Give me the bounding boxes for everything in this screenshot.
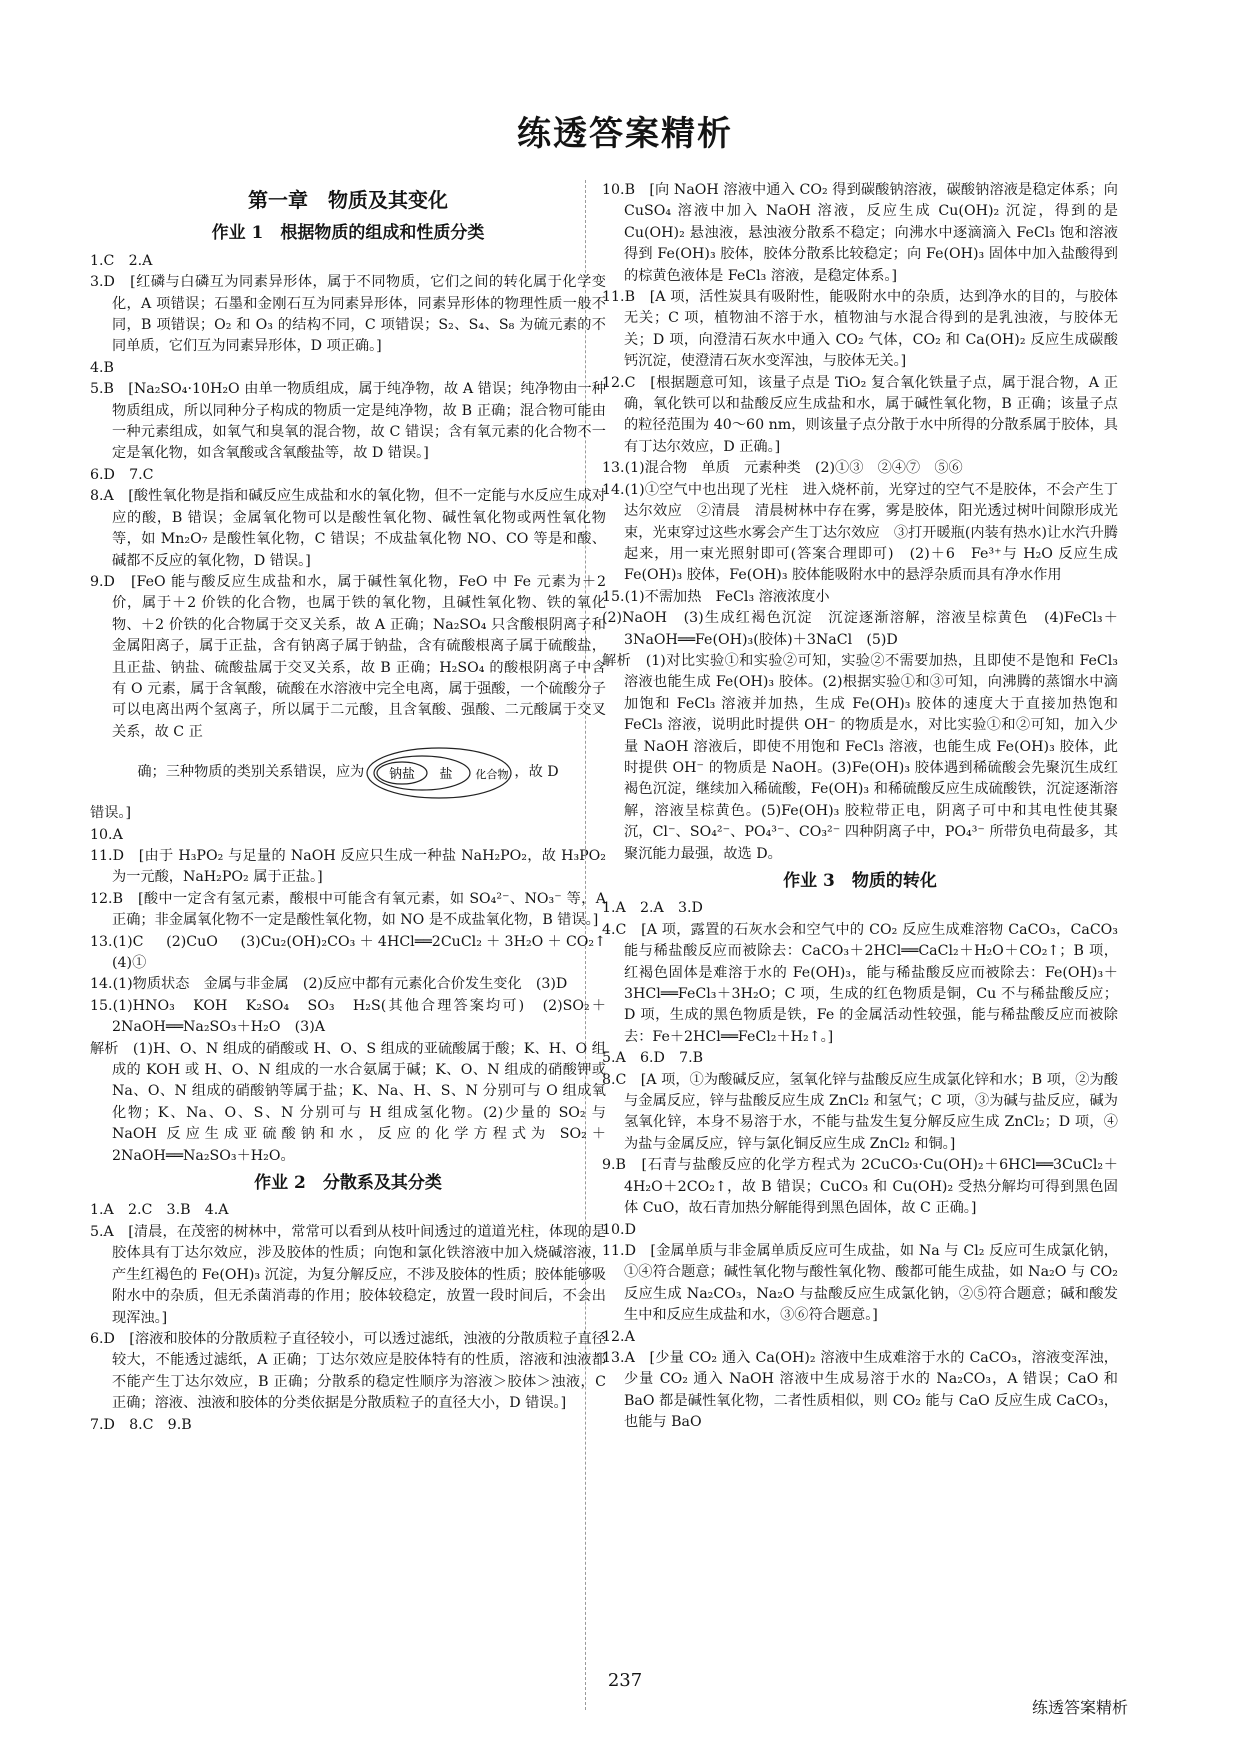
answer-entry: 7.D 8.C 9.B — [90, 1416, 192, 1433]
answer-entry: 8.A [酸性氧化物是指和碱反应生成盐和水的氧化物，但不一定能与水反应生成对应的酸，B 错误；金属氧化物可以是酸性氧化物、碱性氧化物或两性氧化物等，如 Mn₂O₇ 是酸性氧化物，C 错误；不成盐氧化物 NO、CO 等是和酸、碱都不反应的氧化物，D 错误。] — [90, 488, 606, 569]
answer-entry: 12.C [根据题意可知，该量子点是 TiO₂ 复合氧化铁量子点，属于混合物，A 正确，氧化铁可以和盐酸反应生成盐和水，属于碱性氧化物，B 正确；该量子点的粒径范围为 40～60 nm，则该量子点分散于水中所得的分散系属于胶体，具有丁达尔效应，D 正确。] — [602, 374, 1118, 455]
answer-entry: 5.A 6.D 7.B — [602, 1050, 704, 1067]
class-relation-diagram — [90, 745, 606, 801]
answer-entry: 9.D [FeO 能与酸反应生成盐和水，属于碱性氧化物，FeO 中 Fe 元素为＋2 价，属于＋2 价铁的化合物，也属于铁的氧化物，且碱性氧化物、铁的氧化物、＋2 价铁的化合物属于交叉关系，故 A 正确；Na₂SO₄ 只含酸根阴离子和金属阳离子，属于正盐，含有钠离子属于钠盐，含有硫酸根离子属于硫酸盐，且正盐、钠盐、硫酸盐属于交叉关系，故 B 正确；H₂SO₄ 的酸根阴离子中含有 O 元素，属于含氧酸，硫酸在水溶液中完全电离，属于强酸，一个硫酸分子可以电离出两个氢离子，所以属于二元酸，且含氧酸、强酸、二元酸属于交叉关系，故 C 正 — [90, 573, 606, 740]
answer-entry: 3.D [红磷与白磷互为同素异形体，属于不同物质，它们之间的转化属于化学变化，A 项错误；石墨和金刚石互为同素异形体，同素异形体的物理性质一般不同，B 项错误；O₂ 和 O₃ 的结构不同，C 项错误；S₂、S₄、S₈ 为硫元素的不同单质，它们互为同素异形体，D 项正确。] — [90, 274, 606, 355]
answer-entry: 解析 (1)H、O、N 组成的硝酸或 H、O、S 组成的亚硫酸属于酸；K、H、O 组成的 KOH 或 H、O、N 组成的一水合氨属于碱；K、O、N 组成的硝酸钾或 Na、O、N 组成的硝酸钠等属于盐；K、Na、H、S、N 分别可与 O 组成氧化物；K、Na、O、S、N 分别可与 H 组成氢化物。(2)少量的 SO₂ 与 NaOH 反应生成亚硫酸钠和水，反应的化学方程式为 SO₂＋2NaOH══Na₂SO₃＋H₂O。 — [90, 1040, 606, 1164]
answer-entry: 12.B [酸中一定含有氢元素，酸根中可能含有氧元素，如 SO₄²⁻、NO₃⁻ 等，A 正确；非金属氧化物不一定是酸性氧化物，如 NO 是不成盐氧化物，B 错误。] — [90, 890, 606, 929]
diagram-tail: 错误。] — [90, 805, 131, 822]
answer-entry: 11.B [A 项，活性炭具有吸附性，能吸附水中的杂质，达到净水的目的，与胶体无关；C 项，植物油不溶于水，植物油与水混合得到的是乳浊液，与胶体无关；D 项，向澄清石灰水中通入 CO₂ 气体，CO₂ 和 Ca(OH)₂ 反应生成碳酸钙沉淀，使澄清石灰水变浑浊，与胶体无关。] — [602, 289, 1118, 370]
nested-ellipse-diagram — [364, 746, 514, 800]
answer-entry: 1.C 2.A — [90, 252, 153, 269]
answer-entry: 13.(1)C (2)CuO (3)Cu₂(OH)₂CO₃＋4HCl══2CuCl₂＋3H₂O＋CO₂↑ (4)① — [90, 933, 621, 971]
right-column — [602, 180, 1118, 1434]
section-1-entries — [90, 251, 606, 743]
diagram-label-sodium-salt: 钠盐 — [389, 767, 416, 783]
diagram-suffix: ，故 D — [514, 764, 559, 781]
answer-entry: 10.B [向 NaOH 溶液中通入 CO₂ 得到碳酸钠溶液，碳酸钠溶液是稳定体系；向 CuSO₄ 溶液中加入 NaOH 溶液，反应生成 Cu(OH)₂ 沉淀，得到的是 Cu(OH)₂ 悬浊液，悬浊液分散系不稳定；向沸水中逐滴滴入 FeCl₃ 饱和溶液得到 Fe(OH)₃ 胶体，胶体分散系比较稳定；向 Fe(OH)₃ 固体中加入盐酸得到的棕黄色液体是 FeCl₃ 溶液，是稳定体系。] — [602, 182, 1118, 284]
section-3-entries — [602, 898, 1118, 1433]
answer-entry: 8.C [A 项，①为酸碱反应，氢氧化锌与盐酸反应生成氯化锌和水；B 项，②为酸与金属反应，锌与盐酸反应生成 ZnCl₂ 和氢气；C 项，③为碱与盐反应，碱为氢氧化锌，本身不易溶于水，不能与盐发生复分解反应生成 ZnCl₂；D 项，④为盐与金属反应，锌与氯化铜反应生成 ZnCl₂ 和铜。] — [602, 1071, 1118, 1152]
page-title: 练透答案精析 — [517, 114, 733, 154]
answer-entry: 13.A [少量 CO₂ 通入 Ca(OH)₂ 溶液中生成难溶于水的 CaCO₃，溶液变浑浊，少量 CO₂ 通入 NaOH 溶液中生成易溶于水的 Na₂CO₃，A 错误；CaO 和 BaO 都是碱性氧化物，二者性质相似，则 CO₂ 能与 CaO 反应生成 CaCO₃，也能与 BaO — [602, 1349, 1118, 1431]
diagram-label-compound: 化合物 — [475, 768, 509, 782]
answer-entry: 15.(1)HNO₃ KOH K₂SO₄ SO₃ H₂S(其他合理答案均可) (2)SO₂＋2NaOH══Na₂SO₃＋H₂O (3)A — [90, 997, 606, 1036]
answer-entry: (2)NaOH (3)生成红褐色沉淀 沉淀逐渐溶解，溶液呈棕黄色 (4)FeCl₃＋3NaOH══Fe(OH)₃(胶体)＋3NaCl (5)D — [602, 610, 1118, 648]
answer-entry: 9.B [石青与盐酸反应的化学方程式为 2CuCO₃·Cu(OH)₂＋6HCl══3CuCl₂＋4H₂O＋2CO₂↑，故 B 错误；CuCO₃ 和 Cu(OH)₂ 受热分解均可得到黑色固体 CuO，故石青加热分解能得到黑色固体，故 C 正确。] — [602, 1157, 1118, 1217]
answer-entry: 6.D [溶液和胶体的分散质粒子直径较小，可以透过滤纸，浊液的分散质粒子直径较大，不能透过滤纸，A 正确；丁达尔效应是胶体特有的性质，溶液和浊液都不能产生丁达尔效应，B 正确；分散系的稳定性顺序为溶液＞胶体＞浊液，C 正确；溶液、浊液和胶体的分类依据是分散质粒子的直径大小，D 错误。] — [90, 1330, 606, 1412]
diagram-prefix: 确；三种物质的类别关系错误，应为 — [137, 764, 365, 781]
answer-entry: 解析 (1)对比实验①和实验②可知，实验②不需要加热，且即使不是饱和 FeCl₃ 溶液也能生成 Fe(OH)₃ 胶体。(2)根据实验①和③可知，向沸腾的蒸馏水中滴加饱和 FeCl₃ 溶液并加热，生成 Fe(OH)₃ 胶体的速度大于直接加热饱和 FeCl₃ 溶液，说明此时提供 OH⁻ 的物质是水，对比实验①和②可知，加入少量 NaOH 溶液后，即使不用饱和 FeCl₃ 溶液，也能生成 Fe(OH)₃ 胶体，此时提供 OH⁻ 的物质是 NaOH。(3)Fe(OH)₃ 胶体遇到稀硫酸会先聚沉生成红褐色沉淀，继续加入稀硫酸，Fe(OH)₃ 和稀硫酸反应生成硫酸铁，沉淀逐渐溶解，溶液呈棕黄色。(5)Fe(OH)₃ 胶粒带正电，阴离子可中和其电性使其聚沉，Cl⁻、SO₄²⁻、PO₄³⁻、CO₃²⁻ 四种阴离子中，PO₄³⁻ 所带负电荷最多，其聚沉能力最强，故选 D。 — [602, 652, 1118, 862]
answer-entry: 15.(1)不需加热 FeCl₃ 溶液浓度小 — [602, 588, 830, 605]
answer-entry: 14.(1)①空气中也出现了光柱 进入烧杯前，光穿过的空气不是胶体，不会产生丁达尔效应 ②清晨 清晨树林中存在雾，雾是胶体，阳光透过树叶间隙形成光束，光束穿过这些水雾会产生丁达尔效应 ③打开暖瓶(内装有热水)让水汽升腾起来，用一束光照射即可(答案合理即可) (2)＋6 Fe³⁺与 H₂O 反应生成 Fe(OH)₃ 胶体，Fe(OH)₃ 胶体能吸附水中的悬浮杂质而具有净水作用 — [602, 481, 1118, 584]
answer-entry: 10.A — [90, 826, 123, 843]
section-title-1: 作业 1 根据物质的组成和性质分类 — [211, 223, 485, 244]
answer-entry: 5.B [Na₂SO₄·10H₂O 由单一物质组成，属于纯净物，故 A 错误；纯净物由一种物质组成，所以同种分子构成的物质一定是纯净物，故 B 正确；混合物可能由一种元素组成，如氧气和臭氧的混合物，故 C 错误；含有氧元素的化合物不一定是氧化物，如含氧酸或含氧酸盐等，故 D 错误。] — [90, 381, 606, 462]
footer-label: 练透答案精析 — [1031, 1698, 1128, 1717]
section-1-entries-continued — [90, 825, 621, 1168]
answer-entry: 10.D — [602, 1221, 636, 1238]
answer-entry: 14.(1)物质状态 金属与非金属 (2)反应中都有元素化合价发生变化 (3)D — [90, 976, 568, 993]
answer-entry: 11.D [金属单质与非金属单质反应可生成盐，如 Na 与 Cl₂ 反应可生成氯化钠，①④符合题意；碱性氧化物与酸性氧化物、酸都可能生成盐，如 Na₂O 与 CO₂ 反应生成 Na₂CO₃，Na₂O 与盐酸反应生成氯化钠，②⑤符合题意；碱和酸发生中和反应生成盐和水，③⑥符合题意。] — [602, 1242, 1118, 1324]
chapter-title: 第一章 物质及其变化 — [248, 188, 448, 212]
diagram-label-salt: 盐 — [439, 767, 453, 783]
section-title-2: 作业 2 分散系及其分类 — [254, 1173, 442, 1194]
answer-entry: 1.A 2.A 3.D — [602, 900, 703, 917]
answer-entry: 13.(1)混合物 单质 元素种类 (2)①③ ②④⑦ ⑤⑥ — [602, 460, 963, 477]
answer-entry: 6.D 7.C — [90, 466, 154, 483]
answer-entry: 1.A 2.C 3.B 4.A — [90, 1202, 229, 1219]
answer-entry: 11.D [由于 H₃PO₂ 与足量的 NaOH 反应只生成一种盐 NaH₂PO₂，故 H₃PO₂ 为一元酸，NaH₂PO₂ 属于正盐。] — [90, 847, 606, 886]
answer-entry: 4.C [A 项，露置的石灰水会和空气中的 CO₂ 反应生成难溶物 CaCO₃，CaCO₃ 能与稀盐酸反应而被除去：CaCO₃＋2HCl══CaCl₂＋H₂O＋CO₂↑；B 项，红褐色固体是难溶于水的 Fe(OH)₃，能与稀盐酸反应而被除去：Fe(OH)₃＋3HCl══FeCl₃＋3H₂O；C 项，生成的红色物质是铜，Cu 不与稀盐酸反应；D 项，生成的黑色物质是铁，Fe 的金属活动性较强，能与稀盐酸反应而被除去：Fe＋2HCl══FeCl₂＋H₂↑。] — [602, 921, 1118, 1045]
section-2-entries — [90, 1200, 606, 1435]
section-2-entries-continued — [602, 180, 1118, 865]
answer-entry: 5.A [清晨，在茂密的树林中，常常可以看到从枝叶间透过的道道光柱，体现的是胶体具有丁达尔效应，涉及胶体的性质；向饱和氯化铁溶液中加入烧碱溶液，产生红褐色的 Fe(OH)₃ 沉淀，为复分解反应，不涉及胶体的性质；胶体能够吸附水中的杂质，但无杀菌消毒的作用；胶体较稳定，放置一段时间后，不会出现浑浊。] — [90, 1223, 606, 1326]
section-title-3: 作业 3 物质的转化 — [783, 871, 937, 891]
answer-entry: 4.B — [90, 359, 114, 376]
page-number: 237 — [607, 1670, 643, 1691]
answer-entry: 12.A — [602, 1328, 635, 1345]
